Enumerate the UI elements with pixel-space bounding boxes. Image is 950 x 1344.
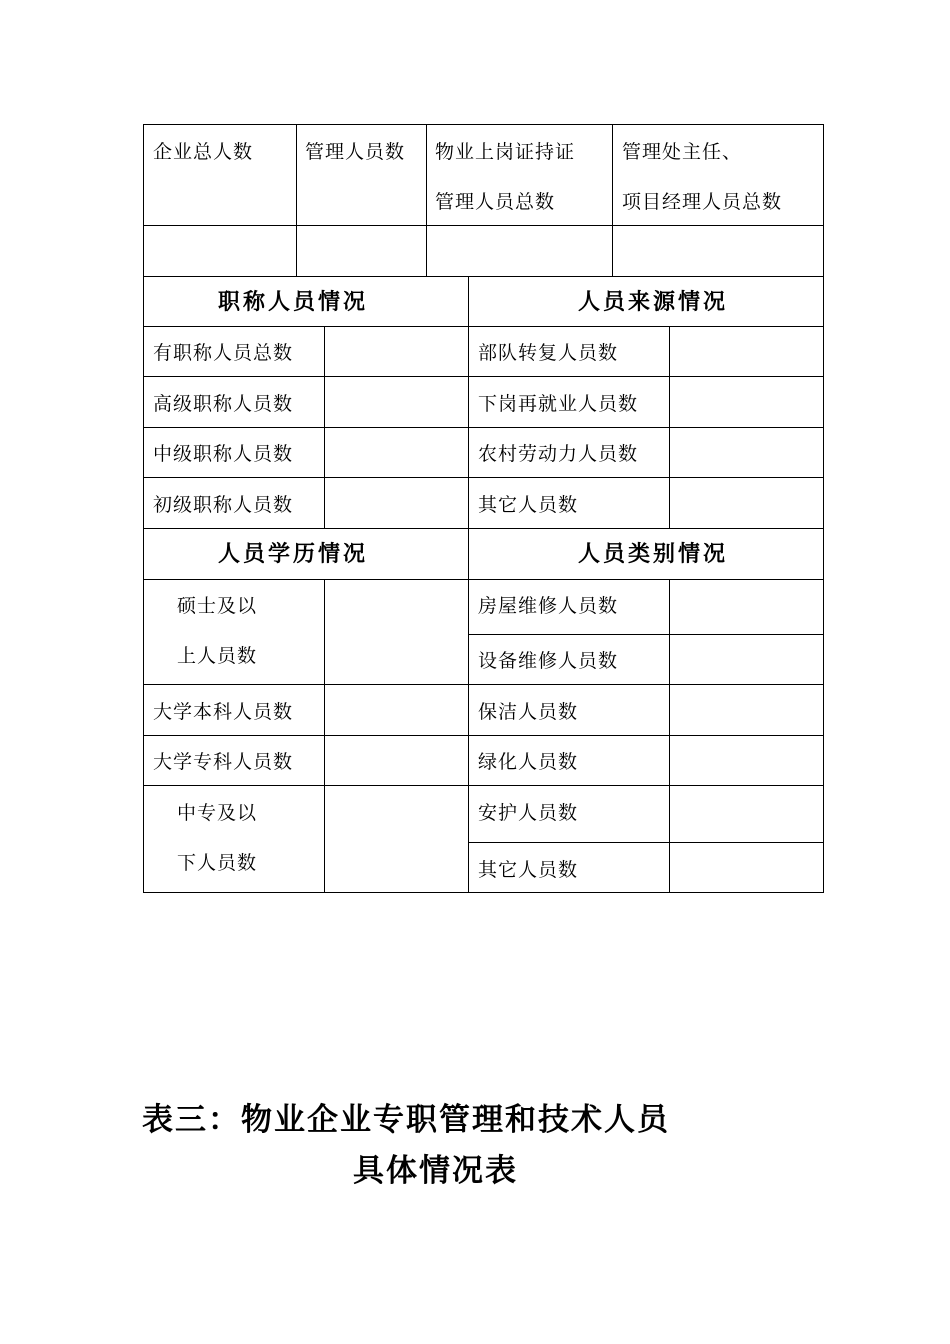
category-row-value-cell[interactable] [669,579,824,635]
education-bachelor-label: 大学本科人员数 [153,701,294,723]
category-row-label: 绿化人员数 [478,751,579,773]
header-managers-cell [296,124,427,226]
category-row-label: 房屋维修人员数 [478,595,619,617]
title-row-value-cell[interactable] [324,427,469,478]
category-row-label: 其它人员数 [478,859,579,881]
source-row-label: 其它人员数 [478,494,579,516]
source-row-value-cell[interactable] [669,477,824,529]
education-secondary-line1: 中专及以 [177,802,258,824]
category-section-heading: 人员类别情况 [578,541,729,567]
header-directors-line2: 项目经理人员总数 [622,191,783,213]
education-secondary-label-cell [143,785,325,893]
next-table-title-line2: 具体情况表 [353,1153,518,1189]
value-total-staff-cell[interactable] [143,225,297,277]
next-table-title-line1: 表三：物业企业专职管理和技术人员 [142,1102,670,1138]
category-row-label: 保洁人员数 [478,701,579,723]
category-row-value-cell[interactable] [669,785,824,843]
source-row-value-cell[interactable] [669,427,824,478]
header-certified-line1: 物业上岗证持证 [435,141,576,163]
category-row-value-cell[interactable] [669,634,824,685]
source-row-value-cell[interactable] [669,326,824,377]
education-secondary-line2: 下人员数 [177,852,258,874]
title-row-label: 中级职称人员数 [153,443,294,465]
header-certified-line2: 管理人员总数 [435,191,556,213]
header-total-staff-cell [143,124,297,226]
value-directors-cell[interactable] [612,225,824,277]
source-row-label: 部队转复人员数 [478,342,619,364]
education-secondary-value-cell[interactable] [324,785,469,893]
category-row-value-cell[interactable] [669,735,824,786]
header-total-staff: 企业总人数 [153,141,254,163]
source-section-heading: 人员来源情况 [578,289,729,315]
title-row-value-cell[interactable] [324,376,469,428]
title-section-heading: 职称人员情况 [218,289,369,315]
title-row-value-cell[interactable] [324,326,469,377]
title-row-label: 有职称人员总数 [153,342,294,364]
title-row-label: 高级职称人员数 [153,393,294,415]
education-masters-line2: 上人员数 [177,645,258,667]
source-row-value-cell[interactable] [669,376,824,428]
category-row-value-cell[interactable] [669,684,824,736]
category-row-label: 设备维修人员数 [478,650,619,672]
header-managers: 管理人员数 [305,141,406,163]
education-college-label: 大学专科人员数 [153,751,294,773]
education-bachelor-value-cell[interactable] [324,684,469,736]
value-managers-cell[interactable] [296,225,427,277]
header-directors-line1: 管理处主任、 [622,141,743,163]
education-section-heading: 人员学历情况 [218,541,369,567]
education-masters-line1: 硕士及以 [177,595,258,617]
category-row-value-cell[interactable] [669,842,824,893]
value-certified-cell[interactable] [426,225,613,277]
education-college-value-cell[interactable] [324,735,469,786]
source-row-label: 下岗再就业人员数 [478,393,639,415]
title-row-value-cell[interactable] [324,477,469,529]
category-row-label: 安护人员数 [478,802,579,824]
title-row-label: 初级职称人员数 [153,494,294,516]
education-masters-value-cell[interactable] [324,579,469,685]
source-row-label: 农村劳动力人员数 [478,443,639,465]
